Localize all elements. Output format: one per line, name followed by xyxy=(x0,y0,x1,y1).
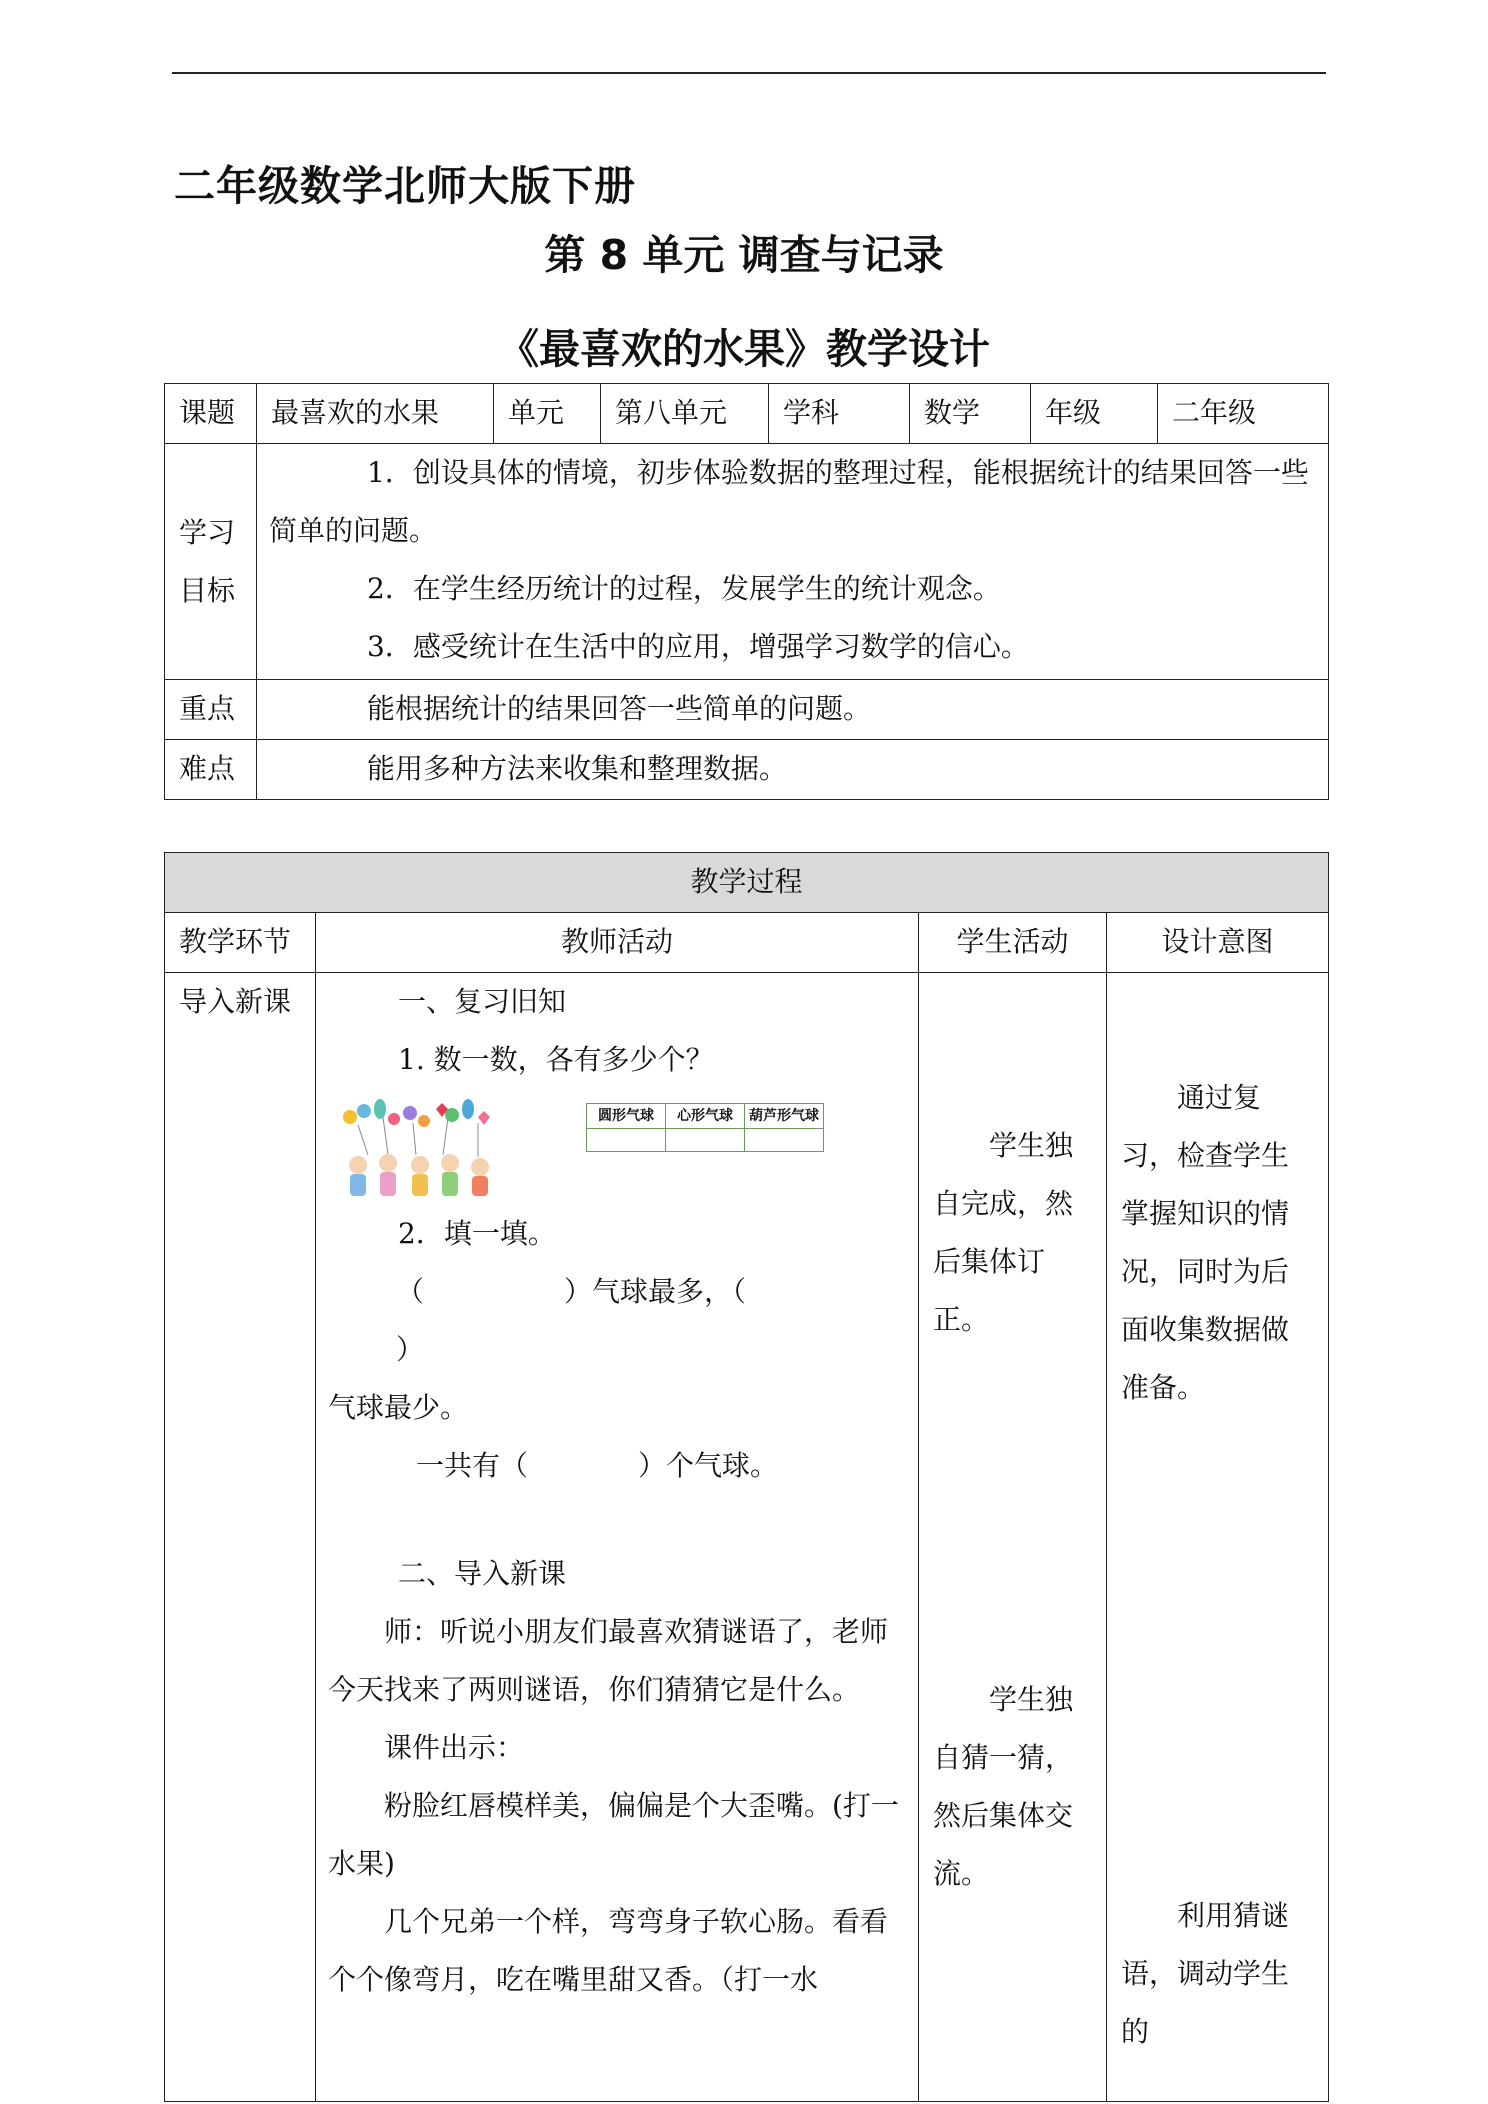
lesson-info-table xyxy=(164,383,1329,800)
mini-header-heart: 心形气球 xyxy=(666,1104,745,1129)
intro-heading: 二、导入新课 xyxy=(398,1557,567,1590)
student-activity-1: 学生独自完成，然后集体订正。 xyxy=(933,1129,1074,1336)
objective-item: 1．创设具体的情境，初步体验数据的整理过程，能根据统计的结果回答一些简单的问题。 xyxy=(269,456,1309,547)
subject-value: 数学 xyxy=(910,384,1031,444)
column-header-stage: 教学环节 xyxy=(165,913,316,973)
fill-blank-line-1: （ ）气球最多，（） xyxy=(396,1275,747,1366)
mini-cell xyxy=(587,1129,666,1152)
unit-label: 单元 xyxy=(494,384,601,444)
objectives-label: 学习 目标 xyxy=(165,444,257,680)
stage-cell: 导入新课 xyxy=(165,973,316,2102)
lesson-title: 《最喜欢的水果》教学设计 xyxy=(498,325,990,373)
intro-paragraph-1: 师：听说小朋友们最喜欢猜谜语了，老师今天找来了两则谜语，你们猜猜它是什么。 xyxy=(328,1615,889,1706)
balloon-illustration-area xyxy=(316,1095,918,1205)
question-1: 1. 数一数，各有多少个？ xyxy=(398,1043,714,1076)
student-activity-cell xyxy=(919,973,1107,2102)
difficulty-label: 难点 xyxy=(165,740,257,800)
fill-blank-line-2: 气球最少。 xyxy=(328,1391,469,1424)
objective-item: 2．在学生经历统计的过程，发展学生的统计观念。 xyxy=(367,572,1001,605)
children-with-balloons-illustration xyxy=(328,1095,588,1205)
fill-blank-line-3: 一共有（ ）个气球。 xyxy=(416,1449,779,1482)
grade-label: 年级 xyxy=(1031,384,1158,444)
teaching-process-table xyxy=(164,852,1329,2102)
student-activity-2: 学生独自猜一猜，然后集体交流。 xyxy=(933,1683,1074,1890)
unit-value: 第八单元 xyxy=(601,384,769,444)
riddle-2: 几个兄弟一个样，弯弯身子软心肠。看看个个像弯月，吃在嘴里甜又香。（打一水 xyxy=(328,1905,889,1996)
subject-label: 学科 xyxy=(769,384,910,444)
intro-paragraph-2: 课件出示： xyxy=(384,1731,525,1764)
mini-header-round: 圆形气球 xyxy=(587,1104,666,1129)
column-header-intent: 设计意图 xyxy=(1107,913,1329,973)
process-table-title: 教学过程 xyxy=(165,853,1329,913)
riddle-1: 粉脸红唇模样美，偏偏是个大歪嘴。(打一水果) xyxy=(328,1789,899,1880)
key-point-text: 能根据统计的结果回答一些简单的问题。 xyxy=(367,692,872,725)
column-header-student: 学生活动 xyxy=(919,913,1107,973)
balloon-count-table xyxy=(586,1103,824,1152)
topic-label: 课题 xyxy=(165,384,257,444)
objectives-content xyxy=(257,444,1329,680)
mini-header-gourd: 葫芦形气球 xyxy=(745,1104,824,1129)
design-intent-1: 通过复习，检查学生掌握知识的情况，同时为后面收集数据做准备。 xyxy=(1121,1081,1290,1404)
design-intent-2: 利用猜谜语，调动学生的 xyxy=(1121,1899,1290,2048)
column-header-teacher: 教师活动 xyxy=(316,913,919,973)
objective-item: 3．感受统计在生活中的应用，增强学习数学的信心。 xyxy=(367,630,1029,663)
document-main-title: 二年级数学北师大版下册 xyxy=(174,162,636,210)
review-heading: 一、复习旧知 xyxy=(398,985,567,1018)
question-2: 2．填一填。 xyxy=(398,1217,556,1250)
topic-value: 最喜欢的水果 xyxy=(257,384,494,444)
mini-cell xyxy=(666,1129,745,1152)
header-rule xyxy=(172,72,1326,74)
key-point-label: 重点 xyxy=(165,680,257,740)
design-intent-cell xyxy=(1107,973,1329,2102)
teacher-activity-cell xyxy=(316,973,919,2102)
difficulty-text: 能用多种方法来收集和整理数据。 xyxy=(367,752,788,785)
mini-cell xyxy=(745,1129,824,1152)
unit-title: 第 8 单元 调查与记录 xyxy=(544,231,944,279)
grade-value: 二年级 xyxy=(1158,384,1329,444)
